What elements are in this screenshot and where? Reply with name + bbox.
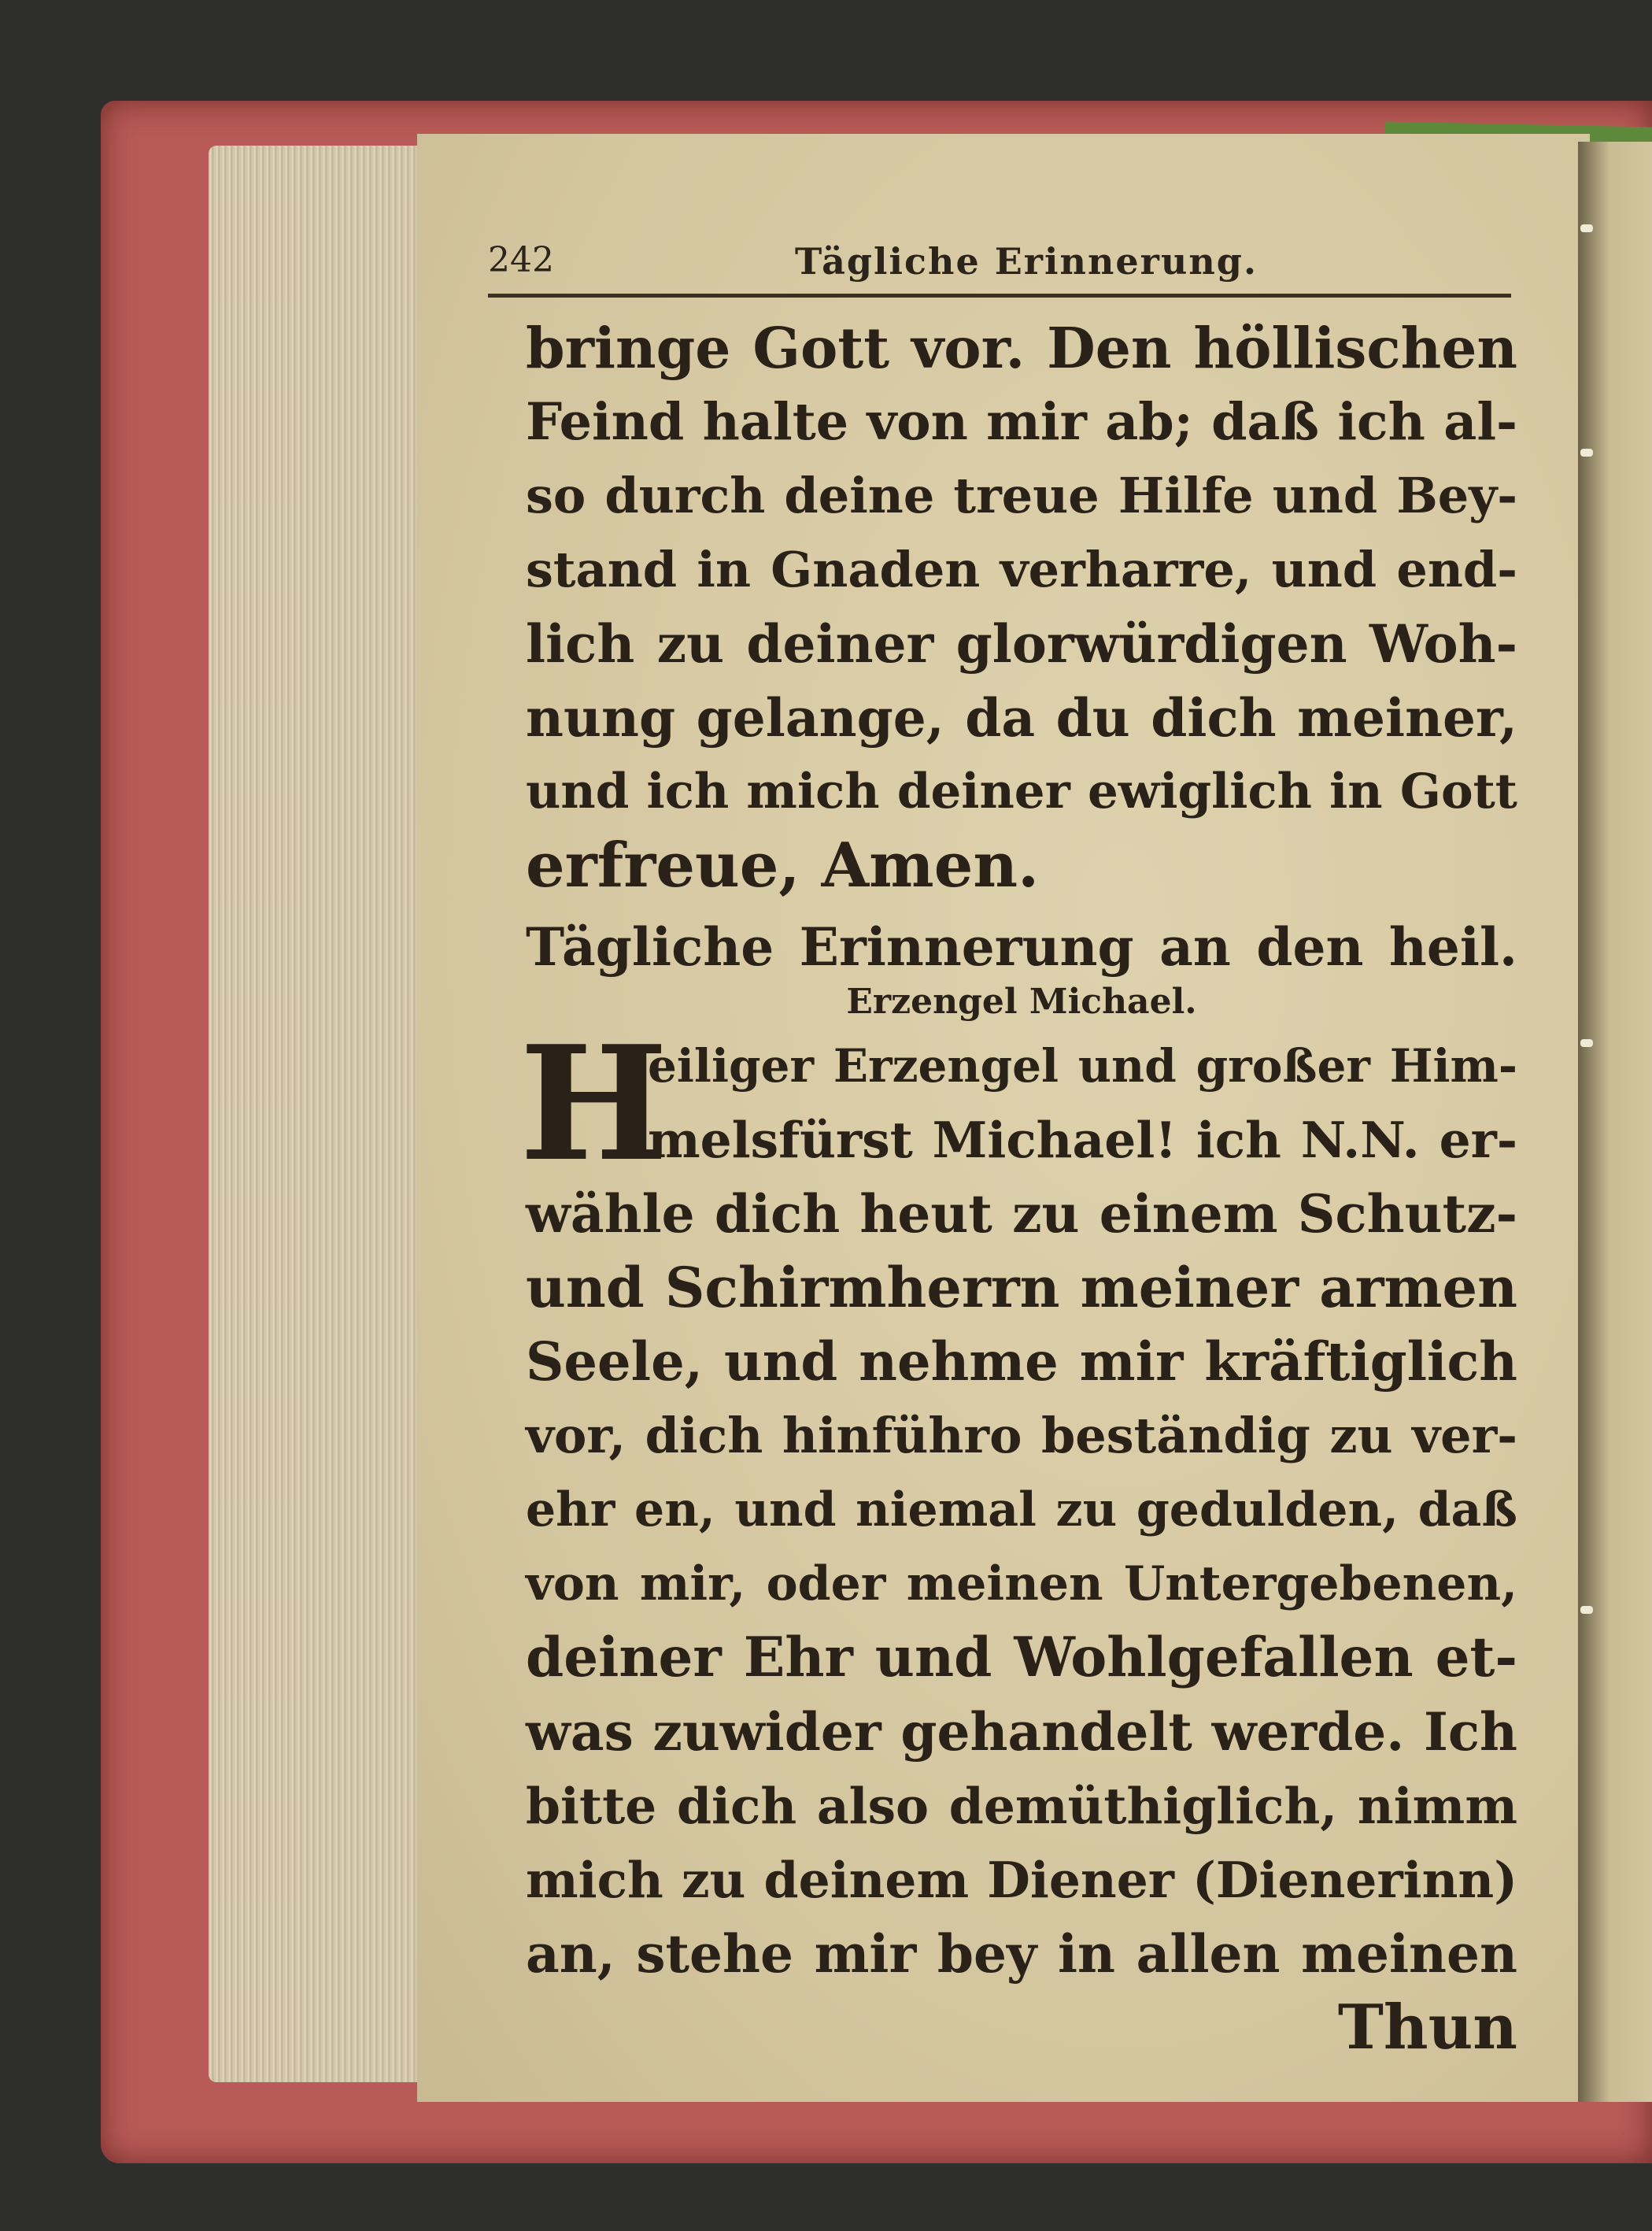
text-line: melsfürst Michael! ich N.N. er- <box>648 1111 1517 1169</box>
text-line: lich zu deiner glorwürdigen Woh- <box>526 613 1517 675</box>
binding-stitch <box>1580 449 1593 457</box>
binding-stitch <box>1580 224 1593 232</box>
text-line: nung gelange, da du dich meiner, <box>526 687 1517 749</box>
drop-cap-paragraph <box>519 1012 1517 1197</box>
text-line: von mir, oder meinen Untergebenen, <box>526 1556 1517 1611</box>
section-subheading: Erzengel Michael. <box>846 982 1197 1022</box>
text-line: Feind halte von mir ab; daß ich al- <box>526 392 1517 452</box>
text-line: wähle dich heut zu einem Schutz- <box>526 1183 1517 1245</box>
page-edges <box>209 146 445 2082</box>
text-line: eiliger Erzengel und großer Him- <box>648 1039 1517 1093</box>
text-line: so durch deine treue Hilfe und Bey- <box>526 467 1517 524</box>
binding-stitch <box>1580 1039 1593 1047</box>
text-line: erfreue, Amen. <box>526 830 1040 901</box>
text-line: und ich mich deiner ewiglich in Gott <box>526 764 1517 820</box>
catchword: Thun <box>1337 1992 1517 2063</box>
text-line: und Schirmherrn meiner armen <box>526 1255 1517 1320</box>
text-line: vor, dich hinführo beständig zu ver- <box>526 1407 1517 1464</box>
text-line: mich zu deinem Diener (Dienerinn) <box>526 1851 1517 1909</box>
page-text <box>519 311 1517 2065</box>
page-number: 242 <box>488 240 554 280</box>
text-line: deiner Ehr und Wohlgefallen et- <box>526 1626 1517 1689</box>
header-rule <box>488 294 1511 298</box>
binding-stitch <box>1580 1606 1593 1614</box>
text-line: was zuwider gehandelt werde. Ich <box>526 1701 1517 1763</box>
section-heading: Tägliche Erinnerung an den heil. <box>526 916 1517 978</box>
text-line: Seele, und nehme mir kräftiglich <box>526 1330 1517 1393</box>
page-gutter <box>1578 142 1652 2102</box>
text-line: bitte dich also demüthiglich, nimm <box>526 1777 1517 1835</box>
page-header <box>488 240 1511 287</box>
text-line: bringe Gott vor. Den höllischen <box>526 315 1517 381</box>
drop-cap-initial: H <box>519 1012 668 1197</box>
text-line: an, stehe mir bey in allen meinen <box>526 1923 1517 1985</box>
running-title: Tägliche Erinnerung. <box>795 240 1258 283</box>
text-line: ehr en, und niemal zu gedulden, daß <box>526 1482 1517 1537</box>
text-line: stand in Gnaden verharre, und end- <box>526 541 1517 598</box>
